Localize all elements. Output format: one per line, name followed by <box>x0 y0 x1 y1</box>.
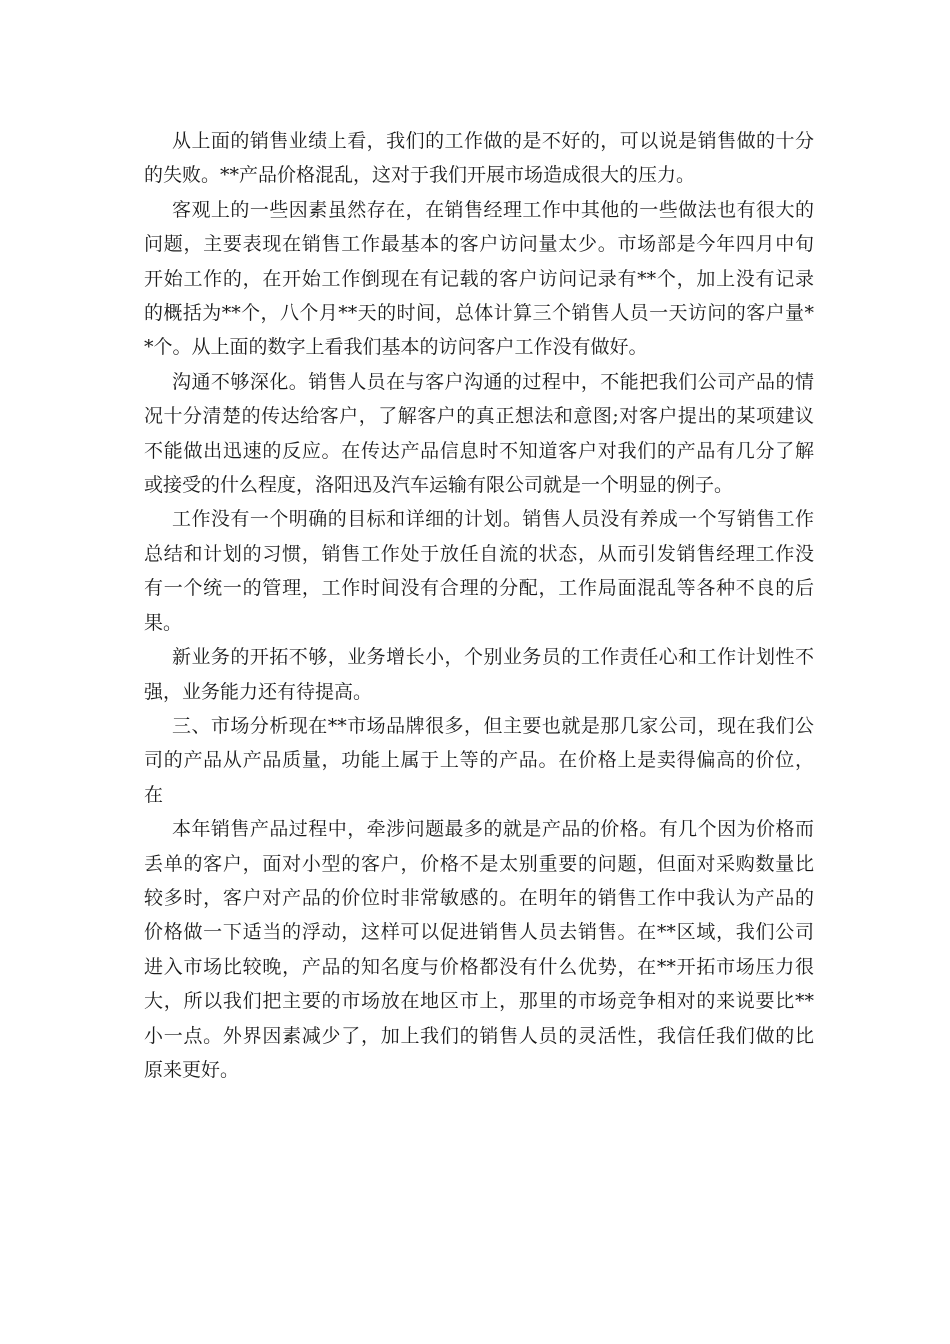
paragraph-visit-volume <box>144 193 814 365</box>
text-line: 在 <box>144 783 164 806</box>
text-line: *个。从上面的数字上看我们基本的访问客户工作没有做好。 <box>144 336 648 359</box>
text-line: 新业务的开拓不够，业务增长小，个别业务员的工作责任心和工作计划性不 <box>172 646 814 669</box>
paragraph-sales-performance <box>144 124 814 193</box>
paragraph-new-business <box>144 640 814 709</box>
text-line: 强，业务能力还有待提高。 <box>144 680 373 703</box>
text-line: 较多时，客户对产品的价位时非常敏感的。在明年的销售工作中我认为产品的 <box>144 886 814 909</box>
paragraph-pricing <box>144 812 814 1087</box>
text-line: 价格做一下适当的浮动，这样可以促进销售人员去销售。在**区域，我们公司 <box>144 921 814 944</box>
text-line: 从上面的销售业绩上看，我们的工作做的是不好的，可以说是销售做的十分 <box>172 130 814 152</box>
text-line: 况十分清楚的传达给客户，了解客户的真正想法和意图;对客户提出的某项建议 <box>144 405 814 428</box>
paragraph-planning <box>144 502 814 640</box>
text-line: 原来更好。 <box>144 1058 240 1081</box>
text-line: 工作没有一个明确的目标和详细的计划。销售人员没有养成一个写销售工作 <box>172 508 814 531</box>
text-line: 的概括为**个，八个月**天的时间，总体计算三个销售人员一天访问的客户量* <box>144 302 814 325</box>
paragraph-communication <box>144 365 814 503</box>
text-line: 有一个统一的管理，工作时间没有合理的分配，工作局面混乱等各种不良的后 <box>144 577 814 600</box>
text-line: 问题，主要表现在销售工作最基本的客户访问量太少。市场部是今年四月中旬 <box>144 233 814 256</box>
text-line: 不能做出迅速的反应。在传达产品信息时不知道客户对我们的产品有几分了解 <box>144 439 814 462</box>
text-line: 客观上的一些因素虽然存在，在销售经理工作中其他的一些做法也有很大的 <box>172 198 814 221</box>
text-line: 的失败。**产品价格混乱，这对于我们开展市场造成很大的压力。 <box>144 164 696 187</box>
text-line: 总结和计划的习惯，销售工作处于放任自流的状态，从而引发销售经理工作没 <box>144 542 814 565</box>
text-line: 进入市场比较晚，产品的知名度与价格都没有什么优势，在**开拓市场压力很 <box>144 955 814 978</box>
text-line: 大，所以我们把主要的市场放在地区市上，那里的市场竞争相对的来说要比** <box>144 990 814 1013</box>
text-line: 果。 <box>144 611 183 634</box>
text-line: 丢单的客户，面对小型的客户，价格不是太别重要的问题，但面对采购数量比 <box>144 852 814 875</box>
text-line: 司的产品从产品质量，功能上属于上等的产品。在价格上是卖得偏高的价位， <box>144 749 814 772</box>
document-body <box>144 124 814 1087</box>
text-line: 开始工作的，在开始工作倒现在有记载的客户访问记录有**个，加上没有记录 <box>144 267 814 290</box>
text-line: 沟通不够深化。销售人员在与客户沟通的过程中，不能把我们公司产品的情 <box>172 370 814 393</box>
text-line: 本年销售产品过程中，牵涉问题最多的就是产品的价格。有几个因为价格而 <box>172 818 814 841</box>
text-line: 或接受的什么程度，洛阳迅及汽车运输有限公司就是一个明显的例子。 <box>144 474 734 497</box>
paragraph-market-analysis <box>144 709 814 812</box>
text-line: 三、市场分析现在**市场品牌很多，但主要也就是那几家公司，现在我们公 <box>172 714 814 737</box>
text-line: 小一点。外界因素减少了，加上我们的销售人员的灵活性，我信任我们做的比 <box>144 1024 814 1047</box>
